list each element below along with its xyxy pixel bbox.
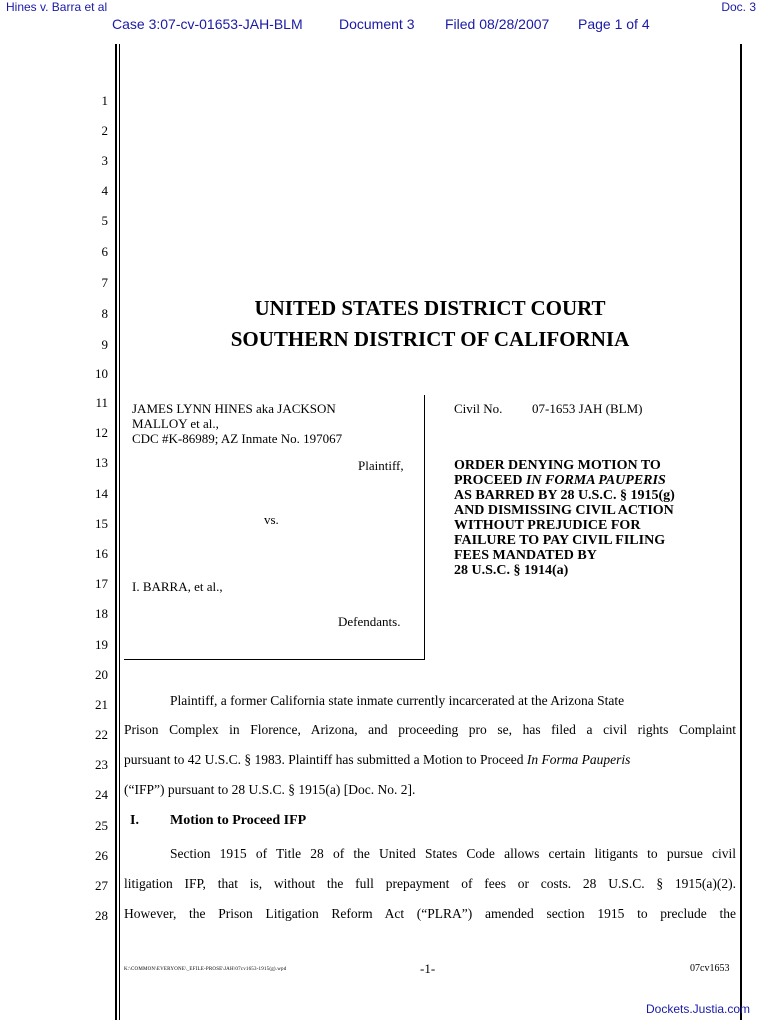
in-forma-pauperis-body-italic: In Forma Pauperis: [526, 752, 631, 767]
plaintiff-name-line-1: JAMES LYNN HINES aka JACKSON: [132, 401, 336, 416]
order-title-line-8: 28 U.S.C. § 1914(a): [454, 563, 569, 578]
document-number: Document 3: [339, 16, 415, 32]
line-number: 19: [95, 637, 108, 652]
line-number: 5: [101, 213, 108, 228]
left-margin-rule: [115, 44, 117, 1020]
section-title: Motion to Proceed IFP: [170, 813, 307, 828]
page-mark: -1-: [420, 961, 436, 976]
order-title-line-7: FEES MANDATED BY: [454, 548, 597, 563]
caption-divider-horizontal: [124, 659, 425, 660]
line-number: 20: [95, 667, 108, 682]
line-number: 12: [95, 425, 108, 440]
order-title-line-4: AND DISMISSING CIVIL ACTION: [454, 503, 674, 518]
line-number: 24: [95, 787, 108, 802]
line-number: 3: [101, 153, 108, 168]
order-title-line-6: FAILURE TO PAY CIVIL FILING: [454, 533, 666, 548]
in-forma-pauperis-italic: IN FORMA PAUPERIS: [525, 473, 666, 488]
order-title-line-2: PROCEED IN FORMA PAUPERIS: [454, 473, 666, 488]
defendant-label: Defendants.: [338, 614, 401, 629]
line-number: 23: [95, 757, 108, 772]
order-title: [454, 458, 675, 578]
line-number: 11: [95, 395, 108, 410]
paragraph-2-line-2: litigation IFP, that is, without the full prepayment of fees or costs. 28 U.S.C. § 1915(a)(2).: [124, 876, 736, 891]
court-title-line-2: SOUTHERN DISTRICT OF CALIFORNIA: [230, 327, 630, 351]
paragraph-1-line-1: Plaintiff, a former California state inmate currently incarcerated at the Arizona State: [170, 693, 625, 708]
line-number: 13: [95, 455, 108, 470]
line-number: 27: [95, 878, 108, 893]
line-number: 1: [101, 93, 108, 108]
line-number: 18: [95, 606, 108, 621]
defendant-name: I. BARRA, et al.,: [132, 579, 223, 594]
plaintiff-id-line: CDC #K-86989; AZ Inmate No. 197067: [132, 431, 343, 446]
paragraph-1-line-2: Prison Complex in Florence, Arizona, and proceeding pro se, has filed a civil rights Complaint: [124, 722, 736, 737]
paragraph-2-line-3: However, the Prison Litigation Reform Act (“PLRA”) amended section 1915 to preclude the: [124, 906, 736, 921]
right-margin-rule: [740, 44, 742, 1020]
order-title-line-1: ORDER DENYING MOTION TO: [454, 458, 661, 473]
line-number: 17: [95, 576, 108, 591]
caption-divider-vertical: [424, 395, 425, 660]
line-number: 4: [101, 183, 108, 198]
section-number: I.: [130, 813, 139, 828]
justia-link[interactable]: Dockets.Justia.com: [646, 1002, 751, 1016]
court-title-line-1: UNITED STATES DISTRICT COURT: [254, 296, 606, 320]
civil-no-label: Civil No.: [454, 401, 503, 416]
line-number: 2: [101, 123, 108, 138]
case-code: 07cv1653: [690, 963, 730, 974]
line-number: 8: [101, 306, 108, 321]
filed-date: Filed 08/28/2007: [445, 16, 550, 32]
line-number: 16: [95, 546, 108, 561]
line-number: 26: [95, 848, 108, 863]
paragraph-2-line-1: Section 1915 of Title 28 of the United States Code allows certain litigants to pursue civil: [170, 846, 736, 861]
line-number: 21: [95, 697, 108, 712]
line-number: 25: [95, 818, 108, 833]
versus-label: vs.: [264, 512, 279, 527]
paragraph-1-line-3: pursuant to 42 U.S.C. § 1983. Plaintiff has submitted a Motion to Proceed In Forma Pauperis: [124, 752, 631, 767]
plaintiff-label: Plaintiff,: [358, 458, 404, 473]
line-number: 10: [95, 366, 108, 381]
order-title-line-3: AS BARRED BY 28 U.S.C. § 1915(g): [454, 488, 675, 503]
case-number: Case 3:07-cv-01653-JAH-BLM: [112, 16, 303, 32]
plaintiff-name-line-2: MALLOY et al.,: [132, 416, 219, 431]
document-title-link[interactable]: Hines v. Barra et al: [6, 0, 108, 14]
line-number: 22: [95, 727, 108, 742]
doc-number-link[interactable]: Doc. 3: [721, 0, 756, 14]
line-number: 14: [95, 486, 108, 501]
line-number: 7: [101, 275, 108, 290]
civil-no-value: 07-1653 JAH (BLM): [532, 401, 643, 416]
line-number: 28: [95, 908, 108, 923]
order-title-line-5: WITHOUT PREJUDICE FOR: [454, 518, 641, 533]
left-margin-rule-inner: [119, 44, 120, 1020]
line-number: 9: [101, 337, 108, 352]
file-path: K:\COMMON\EVERYONE\_EFILE-PROSE\JAH\07cv1653-1915(g).wpd: [124, 967, 287, 972]
line-number: 6: [101, 244, 108, 259]
line-number: 15: [95, 516, 108, 531]
paragraph-1-line-4: (“IFP”) pursuant to 28 U.S.C. § 1915(a) [Doc. No. 2].: [124, 782, 416, 797]
page-indicator: Page 1 of 4: [578, 16, 650, 32]
